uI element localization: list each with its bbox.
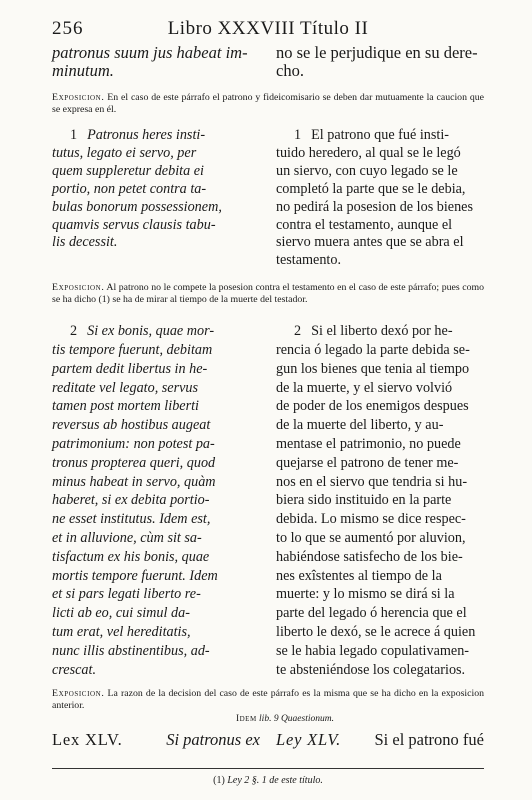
latin-line: patrimonium: non potest pa- xyxy=(52,436,215,453)
spanish-line: parte del legado ó herencia que el xyxy=(276,605,467,622)
spanish-line: testamento. xyxy=(276,252,342,269)
latin-line: bulas bonorum possessionem, xyxy=(52,198,222,215)
book-page xyxy=(52,18,484,786)
exposition-text: La razon de la decision del caso de este párrafo es la misma que se ha dicho en la exposicion anterior. xyxy=(52,688,484,711)
latin-line: lis decessit. xyxy=(52,234,118,251)
spanish-line: nes exîstentes al tiempo de la xyxy=(276,567,442,584)
spanish-line: completó la parte que se le debia, xyxy=(276,180,466,197)
spanish-line: de poder de los enemigos despues xyxy=(276,398,469,415)
latin-law-name: Lex XLV. xyxy=(52,730,123,750)
section-number: 1 xyxy=(70,127,78,143)
spanish-line: contra el testamento, aunque el xyxy=(276,216,453,233)
footnote-text: Ley 2 §. 1 de este título. xyxy=(227,775,323,787)
exposition-label: Exposicion. xyxy=(52,92,105,103)
citation-author: Idem xyxy=(235,714,257,725)
latin-line: tis tempore fuerunt, debitam xyxy=(52,342,213,359)
footnote xyxy=(52,775,484,786)
spanish-law-name: Ley XLV. xyxy=(276,730,342,750)
spanish-line: te absteniéndose los colegatarios. xyxy=(276,661,466,678)
latin-line: reversus ab hostibus augeat xyxy=(52,417,211,434)
latin-line: nunc illis abstinentibus, ad- xyxy=(52,642,210,659)
spanish-law-heading xyxy=(276,730,484,750)
spanish-line: se le habia legado copulativamen- xyxy=(276,642,470,659)
spanish-line: no se le perjudique en su dere- xyxy=(276,43,478,62)
latin-line: minutum. xyxy=(52,61,114,80)
section-2 xyxy=(52,322,484,679)
latin-line: reditate vel legato, servus xyxy=(52,379,199,396)
spanish-line: siervo muera antes que se abra el xyxy=(276,234,464,251)
latin-line: tisfactum ex his bonis, quae xyxy=(52,548,210,565)
spanish-column xyxy=(276,127,484,270)
latin-line: haberet, si ex debita portio- xyxy=(52,492,210,509)
latin-column xyxy=(52,322,258,679)
spanish-line: muerte: y lo mismo se dirá si la xyxy=(276,586,455,603)
latin-line: tutus, legato ei servo, per xyxy=(52,144,197,161)
exposition-label: Exposicion. xyxy=(52,282,105,294)
exposition-paragraph xyxy=(52,92,484,115)
exposition-text: En el caso de este párrafo el patrono y fideicomisario se deben dar mutuamente la caucion que se expresa en él. xyxy=(52,92,484,115)
spanish-line: debida. Lo mismo se dice respec- xyxy=(276,511,466,528)
latin-line: 1 Patronus heres insti- xyxy=(70,127,206,143)
section-number: 1 xyxy=(294,127,302,143)
section-number: 2 xyxy=(70,323,78,340)
latin-line: partem dedit libertus in he- xyxy=(52,360,208,377)
page-number: 256 xyxy=(52,18,84,39)
spanish-line: biera sido instituido en la parte xyxy=(276,492,452,509)
latin-line: tronus propterea queri, quod xyxy=(52,454,216,471)
law-heading-row xyxy=(52,730,484,750)
spanish-line: un siervo, con cuyo legado se le xyxy=(276,162,458,179)
latin-line: tum erat, vel hereditatis, xyxy=(52,624,191,640)
latin-column xyxy=(52,127,258,270)
spanish-line: liberto le dexó, se le acrece á quien xyxy=(276,624,476,640)
latin-column xyxy=(52,44,258,80)
spanish-line: de la muerte del liberto, y au- xyxy=(276,417,444,434)
spanish-line: to lo que se aumentó por aluvion, xyxy=(276,530,466,547)
spanish-line: gun los bienes que tenia al tiempo xyxy=(276,360,470,377)
latin-line: mortis tempore fuerunt. Idem xyxy=(52,567,218,584)
latin-line: minus habeat in servo, quàm xyxy=(52,473,216,490)
latin-line: ne esset institutus. Idem est, xyxy=(52,511,211,528)
latin-line: et in alluvione, cùm sit sa- xyxy=(52,530,202,547)
running-title: Libro XXXVIII Título II xyxy=(167,18,369,39)
footnote-marker: (1) xyxy=(213,775,225,787)
spanish-line: mentase el patrimonio, no puede xyxy=(276,436,461,453)
spanish-line: 2 Si el liberto dexó por he- xyxy=(294,323,453,340)
latin-line: 2 Si ex bonis, quae mor- xyxy=(70,323,215,340)
spanish-line: cho. xyxy=(276,61,304,80)
section-number: 2 xyxy=(294,323,302,340)
exposition-label: Exposicion. xyxy=(52,688,105,700)
spanish-line: habiéndose satisfecho de los bie- xyxy=(276,548,463,565)
spanish-law-text: Si el patrono fué xyxy=(374,730,484,750)
latin-line: tamen post mortem liberti xyxy=(52,398,199,415)
latin-line: quem suppleretur debita ei xyxy=(52,162,204,179)
footnote-divider xyxy=(52,768,484,769)
latin-line: licti ab eo, cui simul da- xyxy=(52,605,190,622)
latin-line: et si pars legati liberto re- xyxy=(52,586,201,603)
source-citation xyxy=(52,714,334,724)
spanish-line: nos en el siervo que tendria si hu- xyxy=(276,473,468,490)
spanish-column xyxy=(276,44,484,80)
spanish-line: rencia ó legado la parte debida se- xyxy=(276,342,470,359)
latin-line: quamvis servus clausis tabu- xyxy=(52,216,216,233)
spanish-line: 1 El patrono que fué insti- xyxy=(294,127,449,143)
exposition-text: Al patrono no le compete la posesion contra el testamento en el caso de este párrafo; pues como se ha dicho (1) se ha de mirar al tiempo de la muerte del testador. xyxy=(52,282,484,305)
latin-line: portio, non petet contra ta- xyxy=(52,180,207,197)
spanish-column xyxy=(276,322,484,679)
spanish-line: no pedirá la posesion de los bienes xyxy=(276,198,474,215)
latin-law-text: Si patronus ex xyxy=(166,730,260,750)
citation-work: lib. 9 Quaestionum. xyxy=(259,714,334,725)
spanish-line: quejarse el patrono de tener me- xyxy=(276,454,459,471)
latin-law-heading xyxy=(52,730,260,750)
spanish-line: de la muerte, y el siervo volvió xyxy=(276,379,453,396)
spanish-line: tuido heredero, al qual se le legó xyxy=(276,144,461,161)
exposition-paragraph xyxy=(52,688,484,711)
exposition-paragraph xyxy=(52,282,484,305)
section-1 xyxy=(52,127,484,270)
continuation-block xyxy=(52,44,484,80)
running-header xyxy=(52,18,484,44)
latin-line: patronus suum jus habeat im- xyxy=(52,43,248,62)
latin-line: crescat. xyxy=(52,661,96,678)
